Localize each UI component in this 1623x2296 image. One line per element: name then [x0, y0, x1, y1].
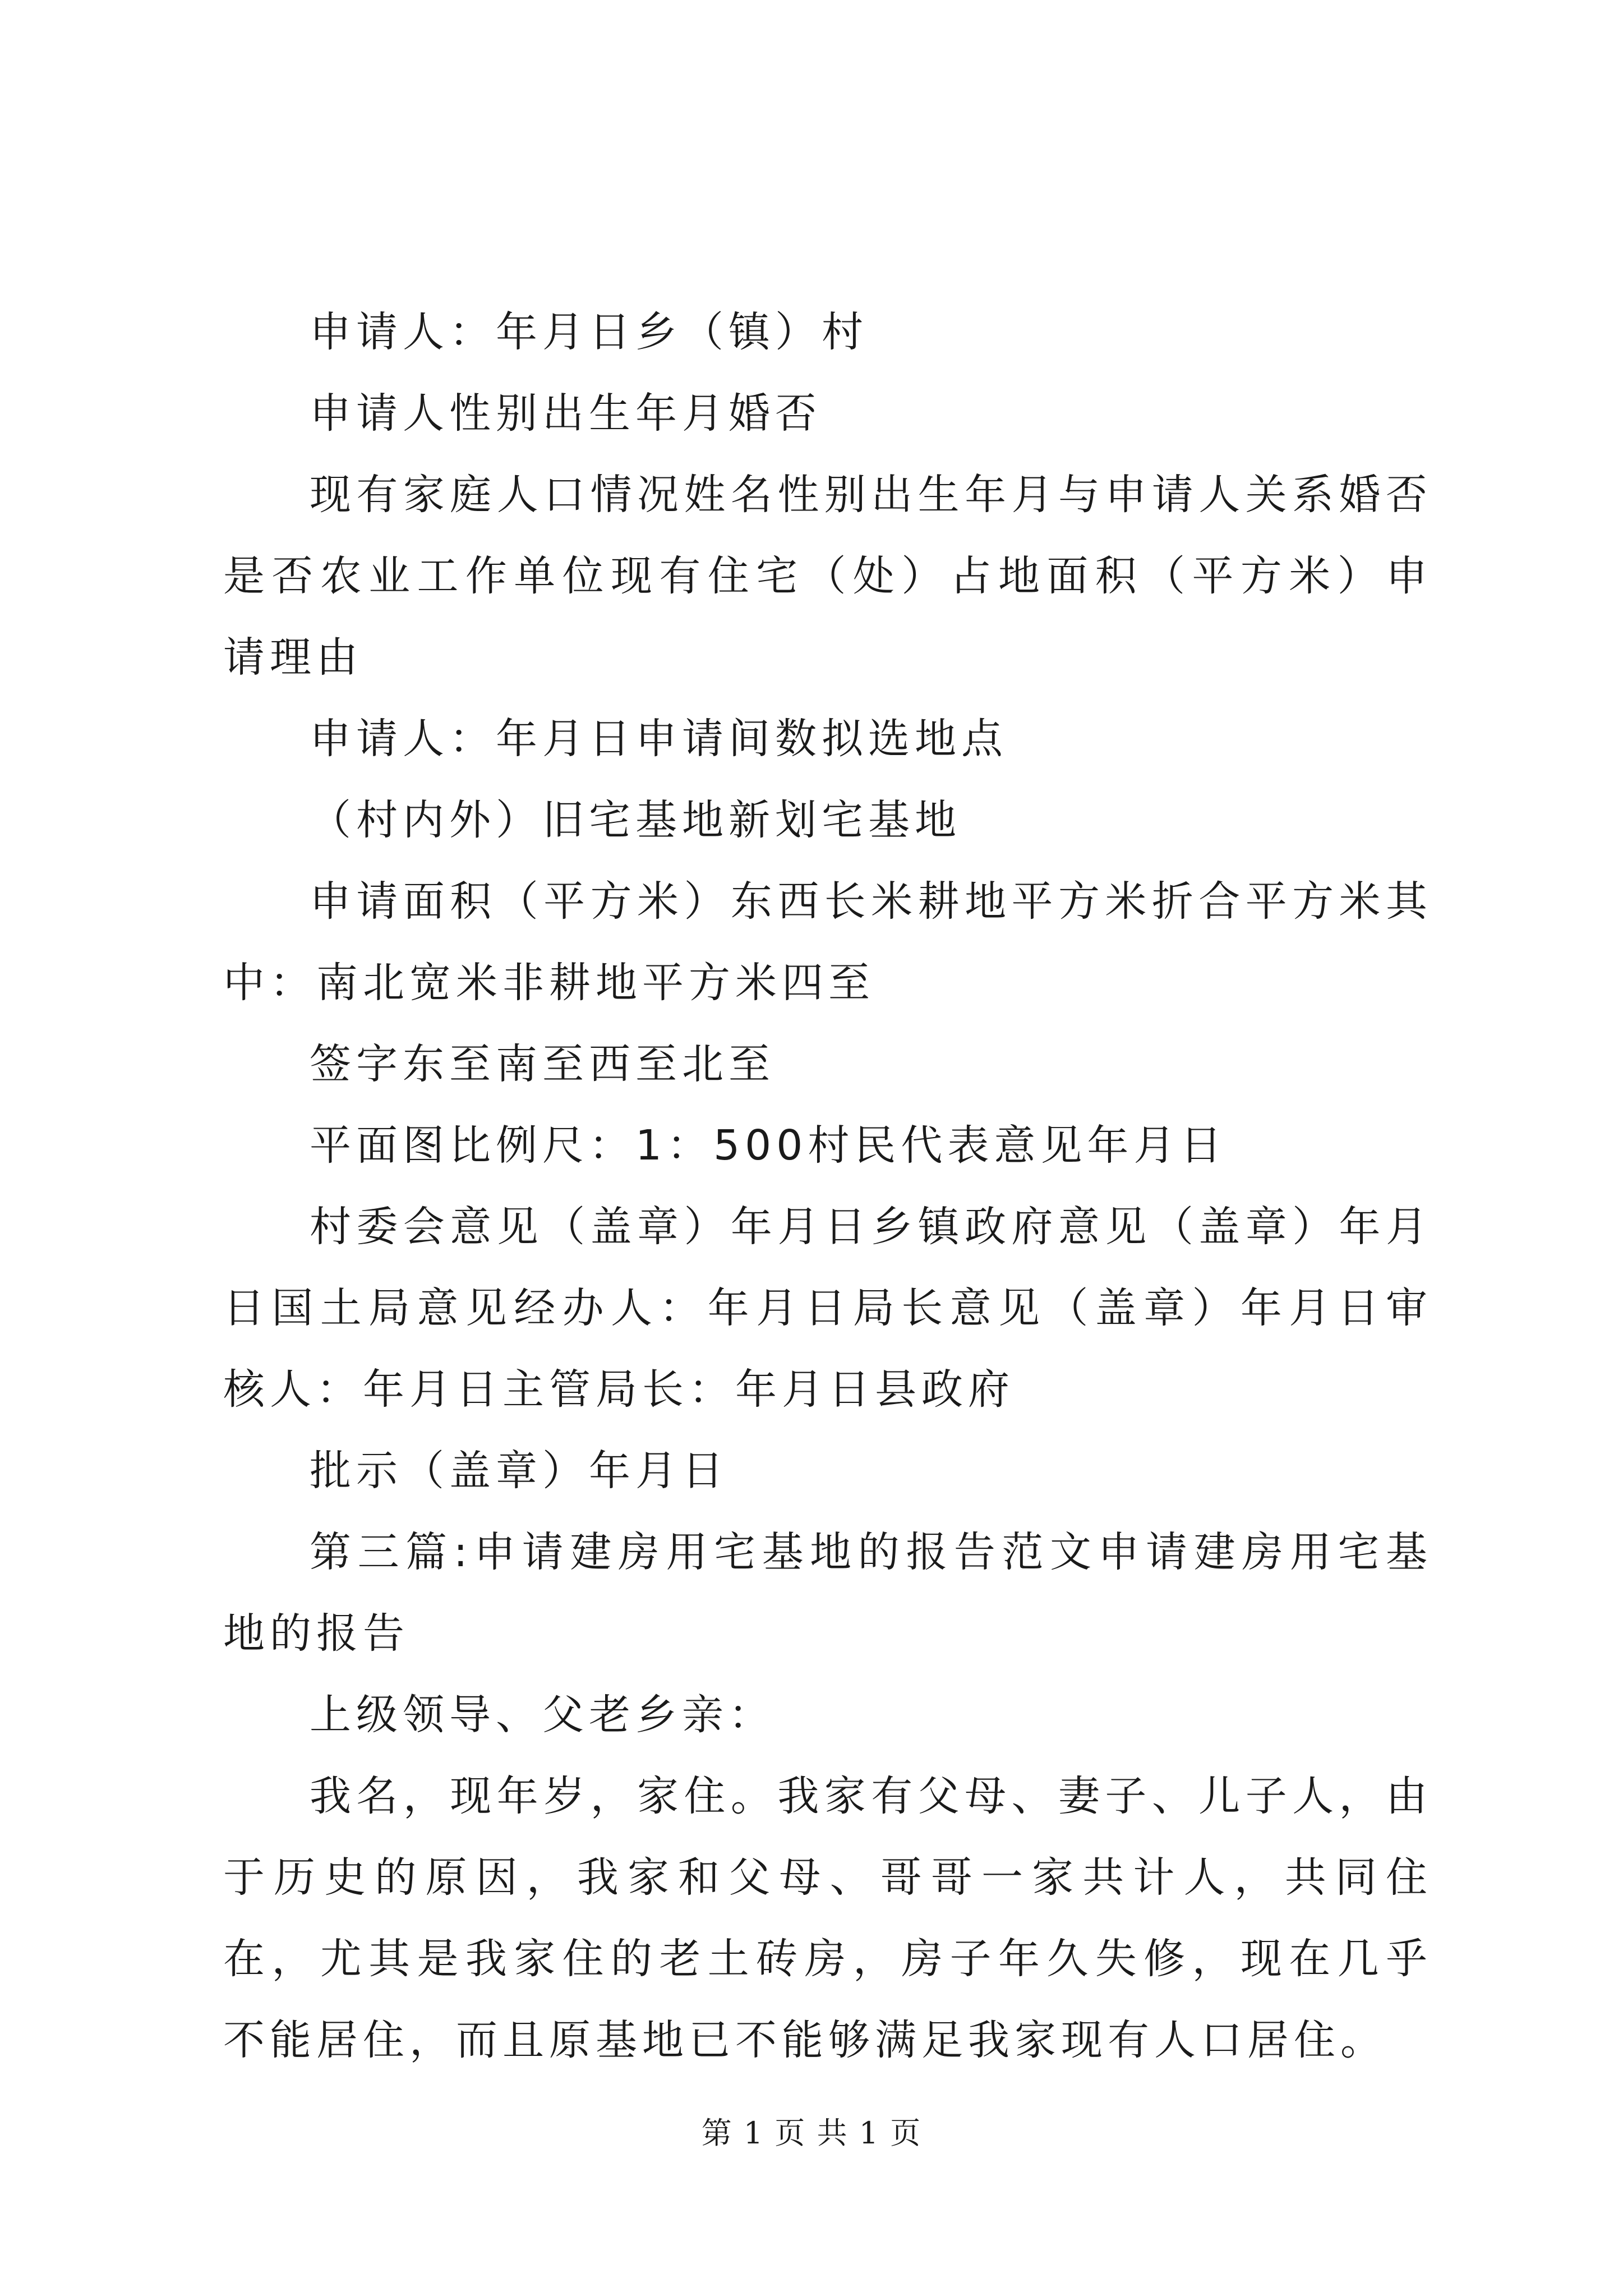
- paragraph-plan-scale: 平面图比例尺：1：500村民代表意见年月日: [310, 1121, 1227, 1170]
- page-footer: 第 1 页 共 1 页: [701, 2115, 922, 2151]
- paragraph-application-rooms: 申请人：年月日申请间数拟选地点: [310, 715, 1008, 763]
- document-body: [223, 292, 1432, 2081]
- paragraph-salutation: 上级领导、父老乡亲：: [310, 1691, 775, 1739]
- paragraph-section-title: 第三篇:申请建房用宅基地的报告范文申请建房用宅基地的报告: [223, 1528, 1432, 1658]
- paragraph-homestead-type: （村内外）旧宅基地新划宅基地: [310, 796, 961, 844]
- paragraph-approvals: 村委会意见（盖章）年月日乡镇政府意见（盖章）年月日国土局意见经办人：年月日局长意见（盖章）年月日审核人：年月日主管局长：年月日县政府: [223, 1203, 1432, 1414]
- paragraph-application-area: 申请面积（平方米）东西长米耕地平方米折合平方米其中：南北宽米非耕地平方米四至: [223, 877, 1432, 1007]
- paragraph-body: 我名，现年岁，家住。我家有父母、妻子、儿子人，由于历史的原因，我家和父母、哥哥一家共计人，共同住在，尤其是我家住的老土砖房，房子年久失修，现在几乎不能居住，而且原基地已不能够满足我家现有人口居住。: [223, 1772, 1432, 2064]
- paragraph-applicant-info: 申请人性别出生年月婚否: [310, 389, 822, 438]
- paragraph-applicant-date: 申请人：年月日乡（镇）村: [310, 308, 868, 356]
- paragraph-instruction: 批示（盖章）年月日: [310, 1447, 728, 1495]
- paragraph-boundaries: 签字东至南至西至北至: [310, 1040, 775, 1088]
- paragraph-family-info: 现有家庭人口情况姓名性别出生年月与申请人关系婚否是否农业工作单位现有住宅（处）占地面积（平方米）申请理由: [223, 471, 1432, 682]
